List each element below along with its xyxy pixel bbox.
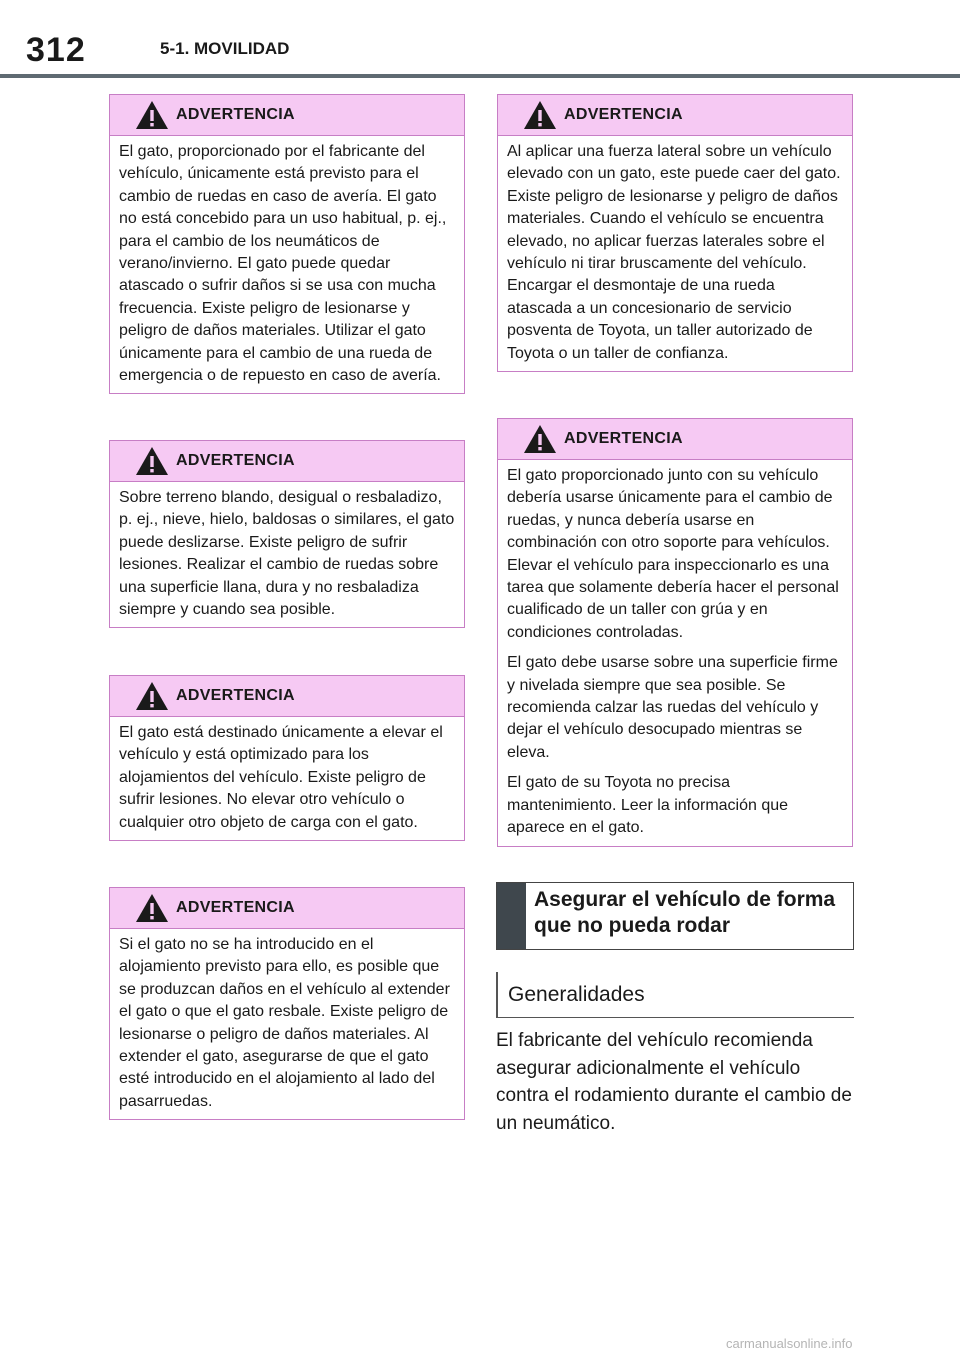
warning-body (110, 929, 464, 1119)
warning-header (498, 95, 852, 136)
section-title: 5-1. MOVILIDAD (160, 39, 290, 58)
warning-text: Si el gato no se ha introducido en el alojamiento previsto para ello, es posible que se produzcan daños en el vehículo al extender el gato o que el gato resbale. Existe peligro de lesionarse o peligro de daños materiales. Al extender el gato, asegurarse de que el gato esté introducido en el alojamiento al lado del pasarruedas. (119, 936, 450, 1110)
warning-box (109, 94, 465, 394)
page-number: 312 (26, 31, 86, 69)
warning-triangle-icon (134, 892, 170, 924)
warning-box (109, 440, 465, 628)
warning-body (110, 136, 464, 393)
section-heading (496, 882, 854, 950)
warning-text: El gato está destinado únicamente a elevar el vehículo y está optimizado para los alojamientos del vehículo. Existe peligro de sufrir lesiones. No elevar otro vehículo o cualquier otro objeto de carga con el gato. (119, 724, 443, 831)
warning-title: ADVERTENCIA (564, 106, 683, 123)
warning-text: El gato, proporcionado por el fabricante del vehículo, únicamente está previsto para el cambio de ruedas en caso de avería. El gato no está concebido para un uso habitual, p. ej., para el cambio de los neumáticos de verano/invierno. El gato puede quedar atascado o sufrir daños si se usa con mucha frecuencia. Existe peligro de lesionarse y peligro de daños materiales. Utilizar el gato únicamente para el cambio de una rueda de emergencia o de repuesto en caso de avería. (119, 143, 447, 385)
warning-title: ADVERTENCIA (176, 106, 295, 123)
warning-title: ADVERTENCIA (176, 687, 295, 704)
warning-title: ADVERTENCIA (176, 452, 295, 469)
warning-text: Al aplicar una fuerza lateral sobre un vehículo elevado con un gato, este puede caer del gato. Existe peligro de lesionarse y peligro de daños materiales. Cuando el vehículo se encuentra elevado, no aplicar fuerzas laterales sobre el vehículo ni tirar bruscamente del vehículo. Encargar el desmontaje de una rueda atascada a un concesionario de servicio posventa de Toyota, un taller autorizado de Toyota o un taller de confianza. (507, 143, 841, 362)
warning-triangle-icon (522, 99, 558, 131)
warning-header (498, 419, 852, 460)
warning-title: ADVERTENCIA (176, 899, 295, 916)
warning-box (497, 418, 853, 847)
header-divider (0, 74, 960, 78)
warning-header (110, 888, 464, 929)
warning-box (109, 887, 465, 1120)
warning-text: El gato de su Toyota no precisa mantenimiento. Leer la información que aparece en el gato. (507, 774, 789, 837)
warning-triangle-icon (522, 423, 558, 455)
warning-text: El gato proporcionado junto con su vehículo debería usarse únicamente para el cambio de ruedas, y nunca debería usarse en combinación con otro soporte para vehículos. Elevar el vehículo para inspeccionarlo es una tarea que solamente debería hacer el personal cualificado de un taller con grúa y en condiciones controladas. (507, 467, 839, 641)
warning-box (109, 675, 465, 841)
warning-text: El gato debe usarse sobre una superficie firme y nivelada siempre que sea posible. Se recomienda calzar las ruedas del vehículo y dejar el vehículo desocupado mientras se eleva. (507, 654, 838, 761)
warning-triangle-icon (134, 99, 170, 131)
watermark: carmanualsonline.info (726, 1336, 853, 1351)
warning-body (110, 482, 464, 627)
warning-header (110, 676, 464, 717)
warning-header (110, 95, 464, 136)
warning-header (110, 441, 464, 482)
warning-triangle-icon (134, 445, 170, 477)
subheading (496, 972, 854, 1018)
warning-body (498, 136, 852, 371)
page-header (0, 0, 960, 80)
warning-text: Sobre terreno blando, desigual o resbaladizo, p. ej., nieve, hielo, baldosas o similares, el gato puede deslizarse. Existe peligro de sufrir lesiones. Realizar el cambio de ruedas sobre una superficie llana, dura y no resbaladiza siempre y cuando sea posible. (119, 489, 455, 619)
warning-box (497, 94, 853, 372)
warning-triangle-icon (134, 680, 170, 712)
body-paragraph: El fabricante del vehículo recomienda asegurar adicionalmente el vehículo contra el rodamiento durante el cambio de un neumático. (496, 1030, 852, 1134)
warning-title: ADVERTENCIA (564, 430, 683, 447)
subheading-text: Generalidades (508, 983, 645, 1006)
warning-body (110, 717, 464, 840)
section-heading-text: Asegurar el vehículo de forma que no pueda rodar (534, 888, 836, 937)
warning-body (498, 460, 852, 846)
heading-accent-bar (497, 883, 526, 949)
